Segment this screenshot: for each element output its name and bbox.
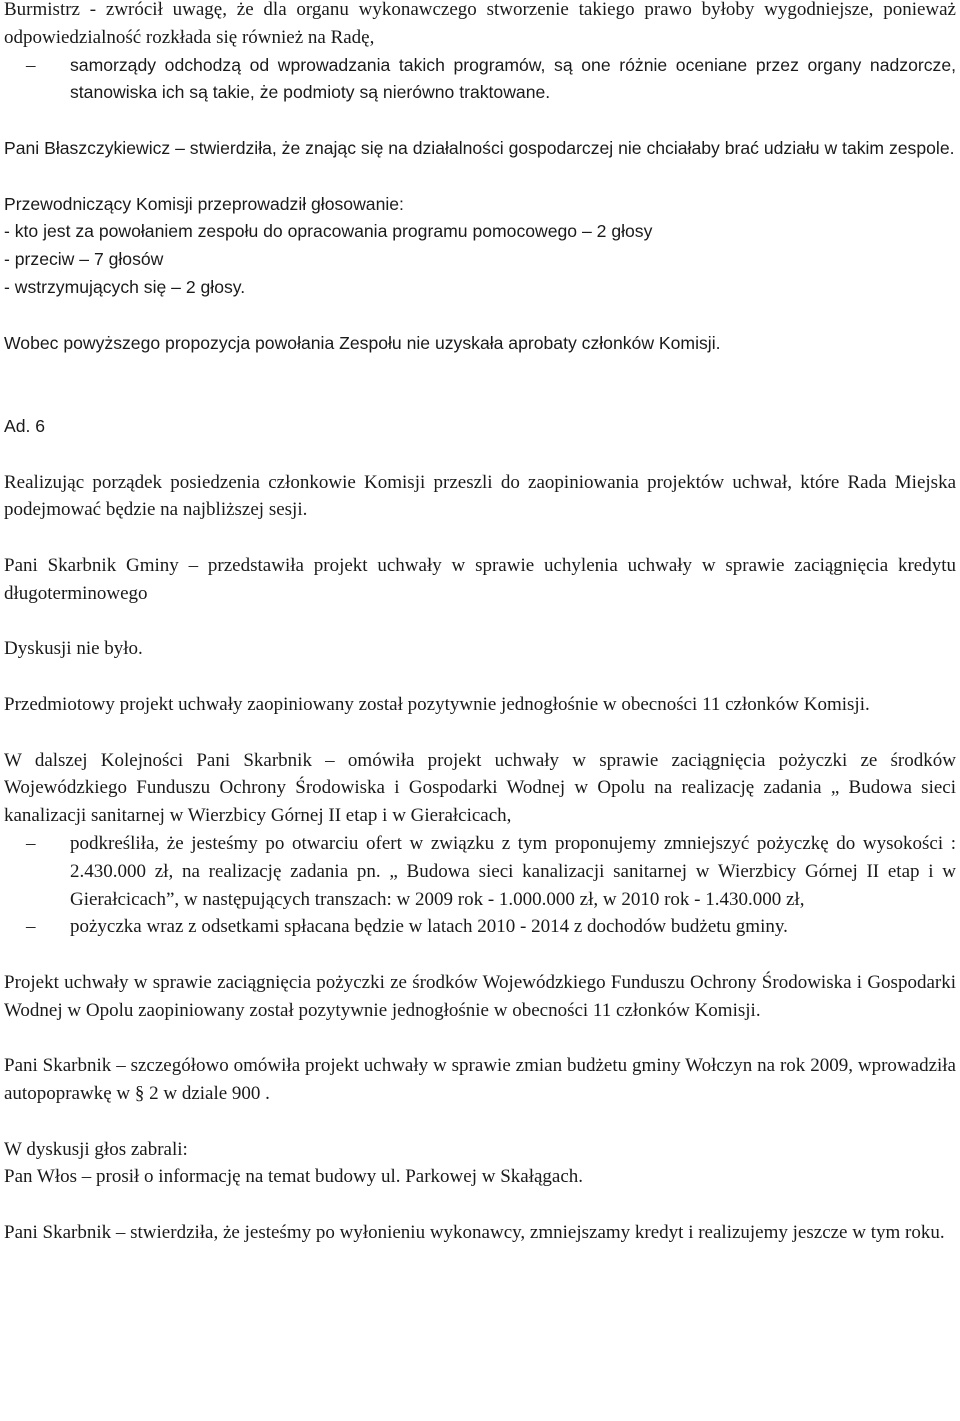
paragraph-budget: Pani Skarbnik – szczegółowo omówiła projekt uchwały w sprawie zmian budżetu gminy Wołczyn na rok 2009, wprowadziła autopoprawkę w § 2 w dziale 900 . xyxy=(4,1055,956,1105)
paragraph-burmistrz: Burmistrz - zwrócił uwagę, że dla organu wykonawczego stworzenie takiego prawo byłoby wygodniejsze, ponieważ odpowiedzialność rozkłada się również na Radę, xyxy=(4,0,956,48)
discussion-wlos: Pan Włos – prosił o informację na temat budowy ul. Parkowej w Skałągach. xyxy=(4,1166,584,1188)
paragraph-agenda: Realizując porządek posiedzenia członkowie Komisji przeszli do zaopiniowania projektów uchwał, które Rada Miejska podejmować będzie na najbliższej sesji. xyxy=(4,471,956,521)
paragraph-result: Wobec powyższego propozycja powołania Zespołu nie uzyskała aprobaty członków Komisji. xyxy=(4,332,721,353)
paragraph-blaszczykiewicz: Pani Błaszczykiewicz – stwierdziła, że znając się na działalności gospodarczej nie chciałaby brać udziału w takim zespole. xyxy=(4,137,955,158)
document-page xyxy=(4,0,956,1247)
discussion-intro: W dyskusji głos zabrali: xyxy=(4,1138,188,1160)
bullet-list-1 xyxy=(4,52,956,108)
paragraph-loan: W dalszej Kolejności Pani Skarbnik – omówiła projekt uchwały w sprawie zaciągnięcia pożyczki ze środków Wojewódzkiego Funduszu Ochrony Środowiska i Gospodarki Wodnej w Opolu na realizację zadania „ Budowa sieci kanalizacji sanitarnej w Wierzbicy Górnej II etap i w Gierałcicach, xyxy=(4,749,956,827)
paragraph-skarbnik-1: Pani Skarbnik Gminy – przedstawiła projekt uchwały w sprawie uchylenia uchwały w sprawie zaciągnięcia kredytu długoterminowego xyxy=(4,554,956,604)
list-item: – pożyczka wraz z odsetkami spłacana będzie w latach 2010 - 2014 z dochodów budżetu gminy. xyxy=(4,913,956,941)
paragraph-no-discussion: Dyskusji nie było. xyxy=(4,638,143,660)
bullet-list-2 xyxy=(4,830,956,941)
list-dash: – xyxy=(26,832,36,854)
paragraph-opinion-1: Przedmiotowy projekt uchwały zaopiniowany został pozytywnie jednogłośnie w obecności 11 członków Komisji. xyxy=(4,693,870,715)
vote-abstain: - wstrzymujących się – 2 głosy. xyxy=(4,276,246,297)
vote-against: - przeciw – 7 głosów xyxy=(4,249,164,270)
discussion-block xyxy=(4,1136,956,1192)
vote-block xyxy=(4,191,956,302)
section-heading: Ad. 6 xyxy=(4,415,46,436)
list-dash: – xyxy=(26,54,36,76)
list-dash: – xyxy=(26,916,36,938)
paragraph-opinion-2: Projekt uchwały w sprawie zaciągnięcia pożyczki ze środków Wojewódzkiego Funduszu Ochrony Środowiska i Gospodarki Wodnej w Opolu zaopiniowany został pozytywnie jednogłośnie w obecności 11 członków Komisji. xyxy=(4,971,956,1021)
list-item: – samorządy odchodzą od wprowadzania takich programów, są one różnie oceniane przez organy nadzorcze, stanowiska ich są takie, że podmioty są nierówno traktowane. xyxy=(4,52,956,108)
vote-for: - kto jest za powołaniem zespołu do opracowania programu pomocowego – 2 głosy xyxy=(4,221,653,242)
paragraph-skarbnik-final: Pani Skarbnik – stwierdziła, że jesteśmy po wyłonieniu wykonawcy, zmniejszamy kredyt i realizujemy jeszcze w tym roku. xyxy=(4,1222,945,1244)
list-item: – podkreśliła, że jesteśmy po otwarciu ofert w związku z tym proponujemy zmniejszyć pożyczkę do wysokości : 2.430.000 zł, na realizację zadania pn. „ Budowa sieci kanalizacji sanitarnej w Wierzbicy Górnej II etap i w Gierałcicach”, w następujących transzach: w 2009 rok - 1.000.000 zł, w 2010 rok - 1.430.000 zł, xyxy=(4,830,956,913)
vote-intro: Przewodniczący Komisji przeprowadził głosowanie: xyxy=(4,193,404,214)
